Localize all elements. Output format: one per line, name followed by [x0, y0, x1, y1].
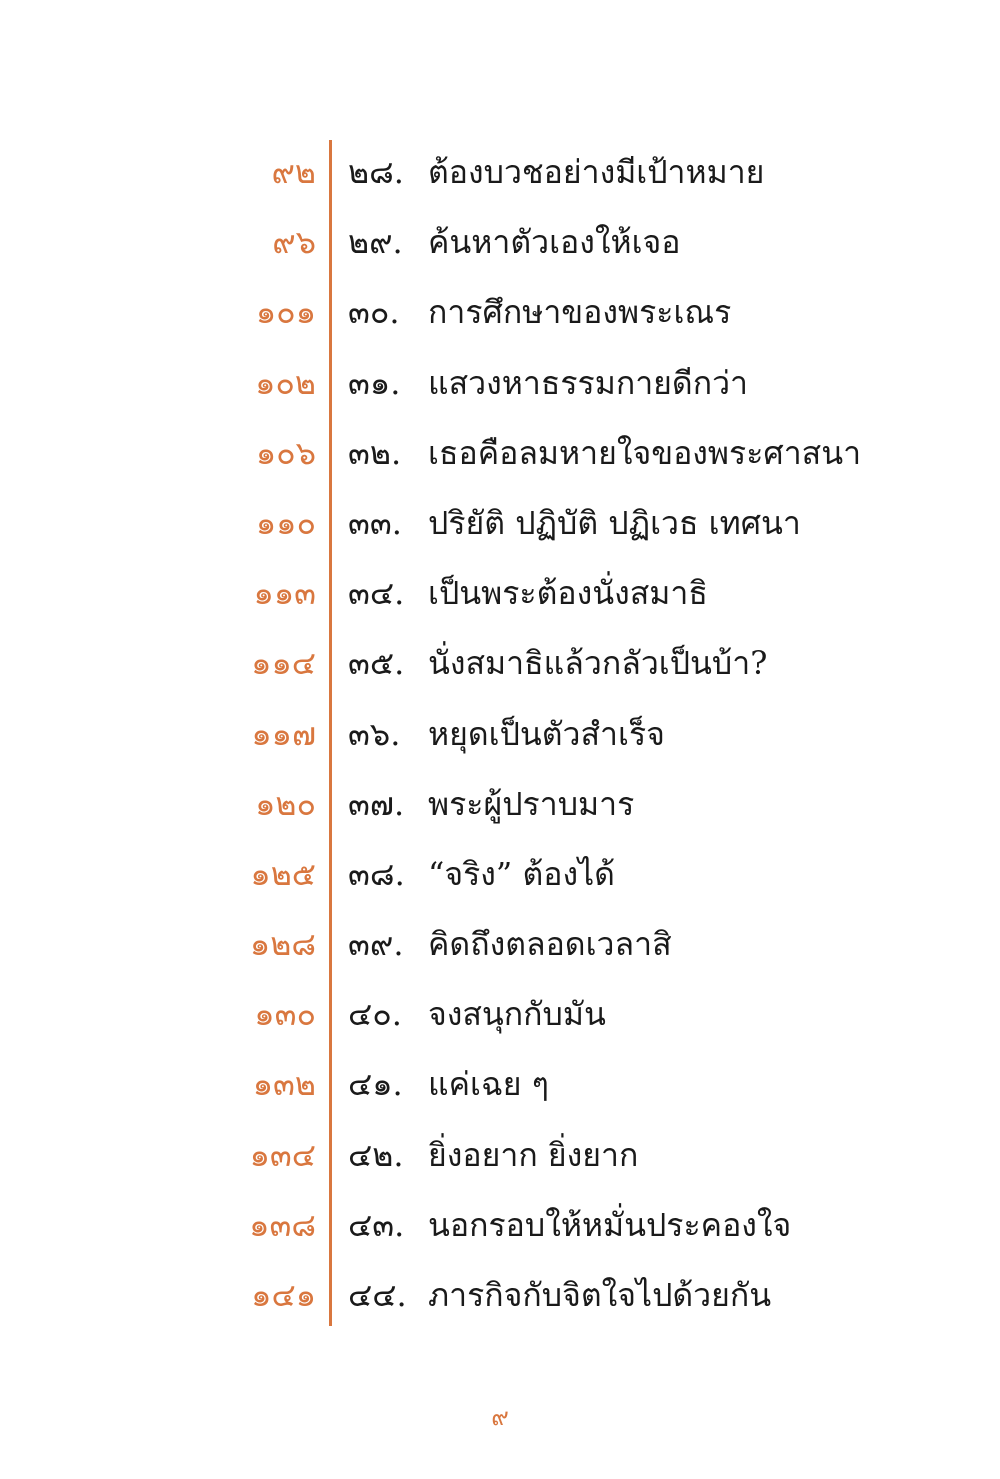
toc-chapter-title: ต้องบวชอย่างมีเป้าหมาย	[428, 153, 765, 191]
toc-entry	[0, 1121, 1000, 1191]
toc-chapter-number: ๔๒.	[348, 1135, 404, 1174]
toc-entry	[0, 489, 1000, 559]
toc-entry	[0, 1261, 1000, 1331]
toc-page-number: ๙๒	[271, 153, 316, 191]
toc-page-number: ๑๓๒	[252, 1065, 316, 1104]
toc-page-number: ๑๓๐	[254, 995, 316, 1034]
toc-page-number: ๑๐๑	[255, 293, 316, 332]
toc-chapter-number: ๓๖.	[348, 714, 401, 753]
toc-page-number: ๙๖	[272, 223, 316, 262]
toc-entry	[0, 770, 1000, 840]
toc-page-number: ๑๐๒	[255, 363, 316, 402]
toc-entry	[0, 559, 1000, 629]
toc-page-number: ๑๒๘	[249, 925, 316, 964]
toc-page-number: ๑๓๔	[249, 1135, 316, 1174]
toc-chapter-number: ๓๙.	[348, 925, 404, 964]
toc-entry	[0, 208, 1000, 278]
toc-chapter-number: ๓๒.	[348, 433, 402, 472]
toc-chapter-number: ๔๔.	[348, 1276, 407, 1314]
toc-entry	[0, 700, 1000, 770]
toc-entry	[0, 419, 1000, 489]
toc-chapter-title: แค่เฉย ๆ	[428, 1065, 549, 1104]
toc-chapter-title: จงสนุกกับมัน	[428, 995, 606, 1034]
toc-entry	[0, 629, 1000, 699]
toc-chapter-title: นั่งสมาธิแล้วกลัวเป็นบ้า?	[428, 644, 768, 683]
toc-chapter-number: ๓๐.	[348, 293, 400, 332]
toc-entry	[0, 138, 1000, 208]
toc-chapter-title: เธอคือลมหายใจของพระศาสนา	[428, 433, 862, 472]
page-number: ๙	[491, 1403, 509, 1431]
toc-chapter-number: ๓๔.	[348, 574, 405, 613]
toc-page-number: ๑๑๐	[255, 503, 316, 542]
toc-entry	[0, 840, 1000, 910]
toc-chapter-title: หยุดเป็นตัวสำเร็จ	[428, 714, 665, 753]
toc-page-number: ๑๑๔	[251, 644, 316, 683]
toc-entry	[0, 278, 1000, 348]
toc-chapter-title: ภารกิจกับจิตใจไปด้วยกัน	[428, 1276, 772, 1314]
toc-chapter-number: ๔๐.	[348, 995, 402, 1034]
toc-entry	[0, 1050, 1000, 1120]
toc-chapter-title: แสวงหาธรรมกายดีกว่า	[428, 363, 748, 402]
toc-entry	[0, 349, 1000, 419]
toc-chapter-number: ๓๗.	[348, 784, 405, 823]
toc-page-number: ๑๒๕	[250, 854, 316, 893]
toc-page-number: ๑๐๖	[255, 433, 316, 472]
toc-page-number: ๑๑๗	[251, 714, 316, 753]
toc-chapter-title: เป็นพระต้องนั่งสมาธิ	[428, 574, 708, 613]
table-of-contents	[0, 138, 1000, 1331]
toc-chapter-title: คิดถึงตลอดเวลาสิ	[428, 925, 672, 964]
toc-chapter-number: ๔๑.	[348, 1065, 403, 1104]
toc-chapter-title: “จริง” ต้องได้	[428, 854, 615, 893]
toc-chapter-number: ๔๓.	[348, 1205, 405, 1244]
toc-page-number: ๑๔๑	[251, 1276, 316, 1314]
toc-chapter-number: ๒๘.	[348, 153, 404, 191]
toc-chapter-title: นอกรอบให้หมั่นประคองใจ	[428, 1205, 792, 1244]
toc-page-number: ๑๓๘	[249, 1205, 316, 1244]
toc-chapter-number: ๓๓.	[348, 503, 402, 542]
toc-chapter-number: ๓๕.	[348, 644, 405, 683]
toc-entry	[0, 1191, 1000, 1261]
toc-chapter-number: ๓๑.	[348, 363, 401, 402]
toc-chapter-title: ปริยัติ ปฏิบัติ ปฏิเวธ เทศนา	[428, 503, 801, 542]
toc-entry	[0, 980, 1000, 1050]
toc-page-number: ๑๒๐	[255, 784, 316, 823]
toc-chapter-number: ๒๙.	[348, 223, 403, 262]
toc-chapter-title: ยิ่งอยาก ยิ่งยาก	[428, 1135, 639, 1174]
toc-chapter-number: ๓๘.	[348, 854, 405, 893]
toc-page-number: ๑๑๓	[253, 574, 316, 613]
toc-chapter-title: การศึกษาของพระเณร	[428, 293, 732, 332]
toc-entry	[0, 910, 1000, 980]
toc-chapter-title: พระผู้ปราบมาร	[428, 784, 635, 823]
toc-chapter-title: ค้นหาตัวเองให้เจอ	[428, 223, 681, 262]
